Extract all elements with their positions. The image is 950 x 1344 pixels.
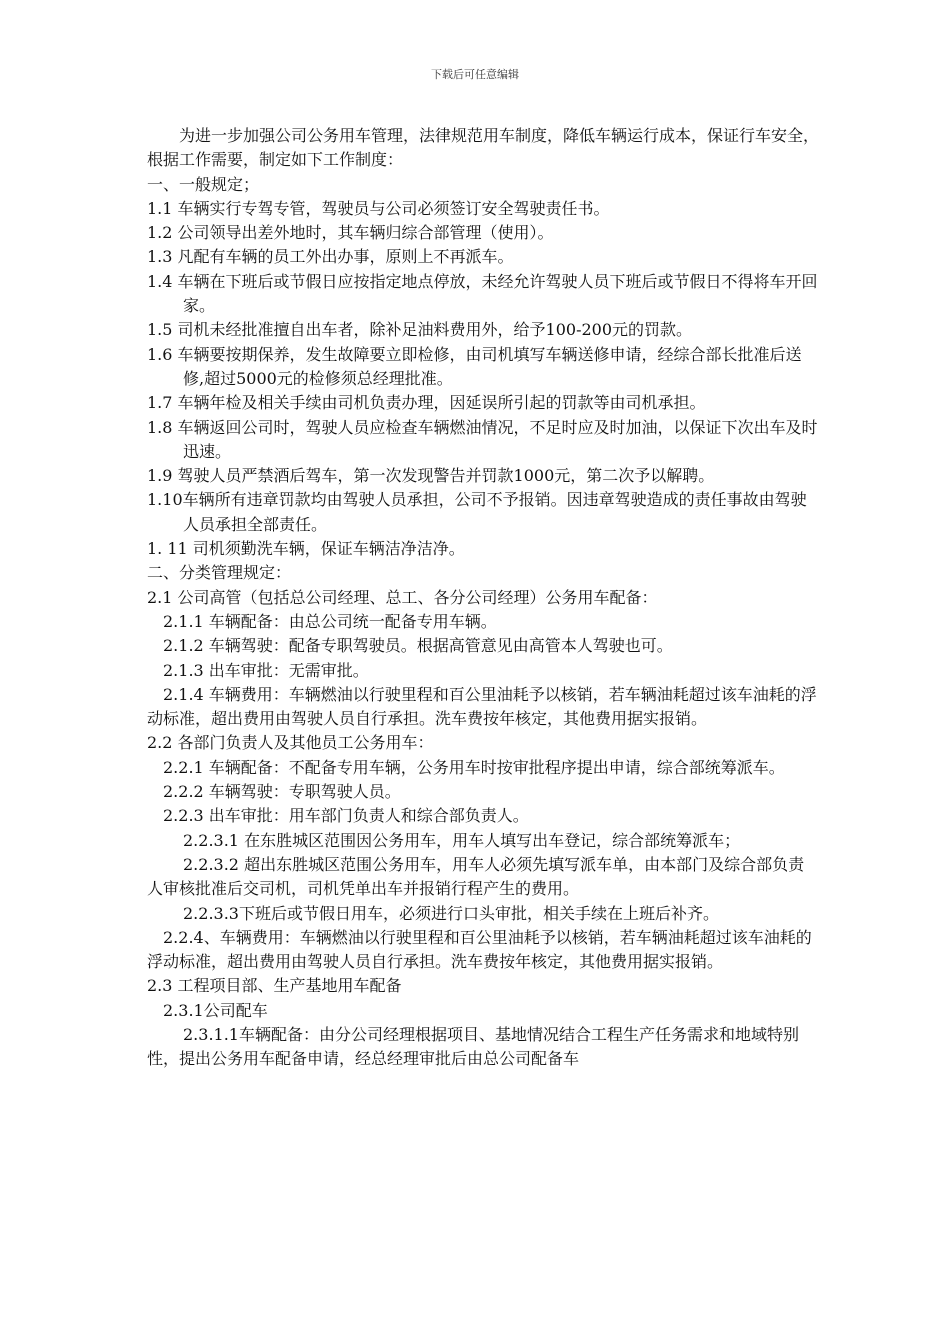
rule-1-1: 1.1 车辆实行专驾专管，驾驶员与公司必须签订安全驾驶责任书。 xyxy=(147,198,610,218)
rule-2-2-4: 2.2.4、车辆费用：车辆燃油以行驶里程和百公里油耗予以核销，若车辆油耗超过该车油耗的浮动标准，超出费用由驾驶人员自行承担。洗车费按年核定，其他费用据实报销。 xyxy=(147,927,812,972)
rule-1-3: 1.3 凡配有车辆的员工外出办事，原则上不再派车。 xyxy=(147,247,514,267)
rule-1-10: 1.10车辆所有违章罚款均由驾驶人员承担，公司不予报销。因违章驾驶造成的责任事故由驾驶人员承担全部责任。 xyxy=(147,490,807,534)
rule-2-2-3-2: 2.2.3.2 超出东胜城区范围公务用车，用车人必须先填写派车单，由本部门及综合部负责人审核批准后交司机，司机凭单出车并报销行程产生的费用。 xyxy=(147,854,805,899)
rule-2-2-3: 2.2.3 出车审批：用车部门负责人和综合部负责人。 xyxy=(163,806,529,826)
section-heading-classified: 二、分类管理规定： xyxy=(147,563,292,583)
rule-2-2: 2.2 各部门负责人及其他员工公务用车： xyxy=(147,733,434,753)
document-body xyxy=(147,124,819,1072)
rule-1-7: 1.7 车辆年检及相关手续由司机负责办理，因延误所引起的罚款等由司机承担。 xyxy=(147,393,706,413)
page-header: 下载后可任意编辑 xyxy=(431,68,519,81)
rule-2-2-1: 2.2.1 车辆配备：不配备专用车辆，公务用车时按审批程序提出申请，综合部统筹派车。 xyxy=(163,757,785,777)
rule-1-4: 1.4 车辆在下班后或节假日应按指定地点停放，未经允许驾驶人员下班后或节假日不得将车开回家。 xyxy=(147,271,818,316)
rule-1-9: 1.9 驾驶人员严禁酒后驾车，第一次发现警告并罚款1000元，第二次予以解聘。 xyxy=(147,466,715,486)
rule-2-2-2: 2.2.2 车辆驾驶：专职驾驶人员。 xyxy=(163,782,401,802)
rule-1-5: 1.5 司机未经批准擅自出车者，除补足油料费用外，给予100-200元的罚款。 xyxy=(147,320,693,340)
rule-2-1-3: 2.1.3 出车审批：无需审批。 xyxy=(163,660,369,680)
rule-2-3: 2.3 工程项目部、生产基地用车配备 xyxy=(147,976,402,996)
rule-2-1: 2.1 公司高管（包括总公司经理、总工、各分公司经理）公务用车配备： xyxy=(147,587,658,607)
rule-2-2-3-3: 2.2.3.3下班后或节假日用车，必须进行口头审批，相关手续在上班后补齐。 xyxy=(183,903,719,923)
rule-1-8: 1.8 车辆返回公司时，驾驶人员应检查车辆燃油情况，不足时应及时加油，以保证下次出车及时迅速。 xyxy=(147,417,818,461)
rule-1-11: 1. 11 司机须勤洗车辆，保证车辆洁净洁净。 xyxy=(147,539,465,559)
rule-2-2-3-1: 2.2.3.1 在东胜城区范围因公务用车，用车人填写出车登记，综合部统筹派车； xyxy=(183,830,741,850)
rule-2-3-1: 2.3.1公司配车 xyxy=(163,1000,268,1020)
rule-2-1-4: 2.1.4 车辆费用：车辆燃油以行驶里程和百公里油耗予以核销，若车辆油耗超过该车油耗的浮动标准，超出费用由驾驶人员自行承担。洗车费按年核定，其他费用据实报销。 xyxy=(147,684,817,729)
intro-paragraph: 为进一步加强公司公务用车管理，法律规范用车制度，降低车辆运行成本，保证行车安全，根据工作需要，制定如下工作制度： xyxy=(147,126,820,170)
rule-1-2: 1.2 公司领导出差外地时，其车辆归综合部管理（使用）。 xyxy=(147,223,554,243)
rule-2-1-2: 2.1.2 车辆驾驶：配备专职驾驶员。根据高管意见由高管本人驾驶也可。 xyxy=(163,636,673,656)
rule-1-6: 1.6 车辆要按期保养，发生故障要立即检修，由司机填写车辆送修申请，经综合部长批准后送修,超过5000元的检修须总经理批准。 xyxy=(147,344,802,388)
section-heading-general: 一、一般规定； xyxy=(147,174,260,194)
rule-2-3-1-1: 2.3.1.1车辆配备：由分公司经理根据项目、基地情况结合工程生产任务需求和地域特别性，提出公务用车配备申请，经总经理审批后由总公司配备车 xyxy=(147,1024,799,1069)
rule-2-1-1: 2.1.1 车辆配备：由总公司统一配备专用车辆。 xyxy=(163,611,497,631)
